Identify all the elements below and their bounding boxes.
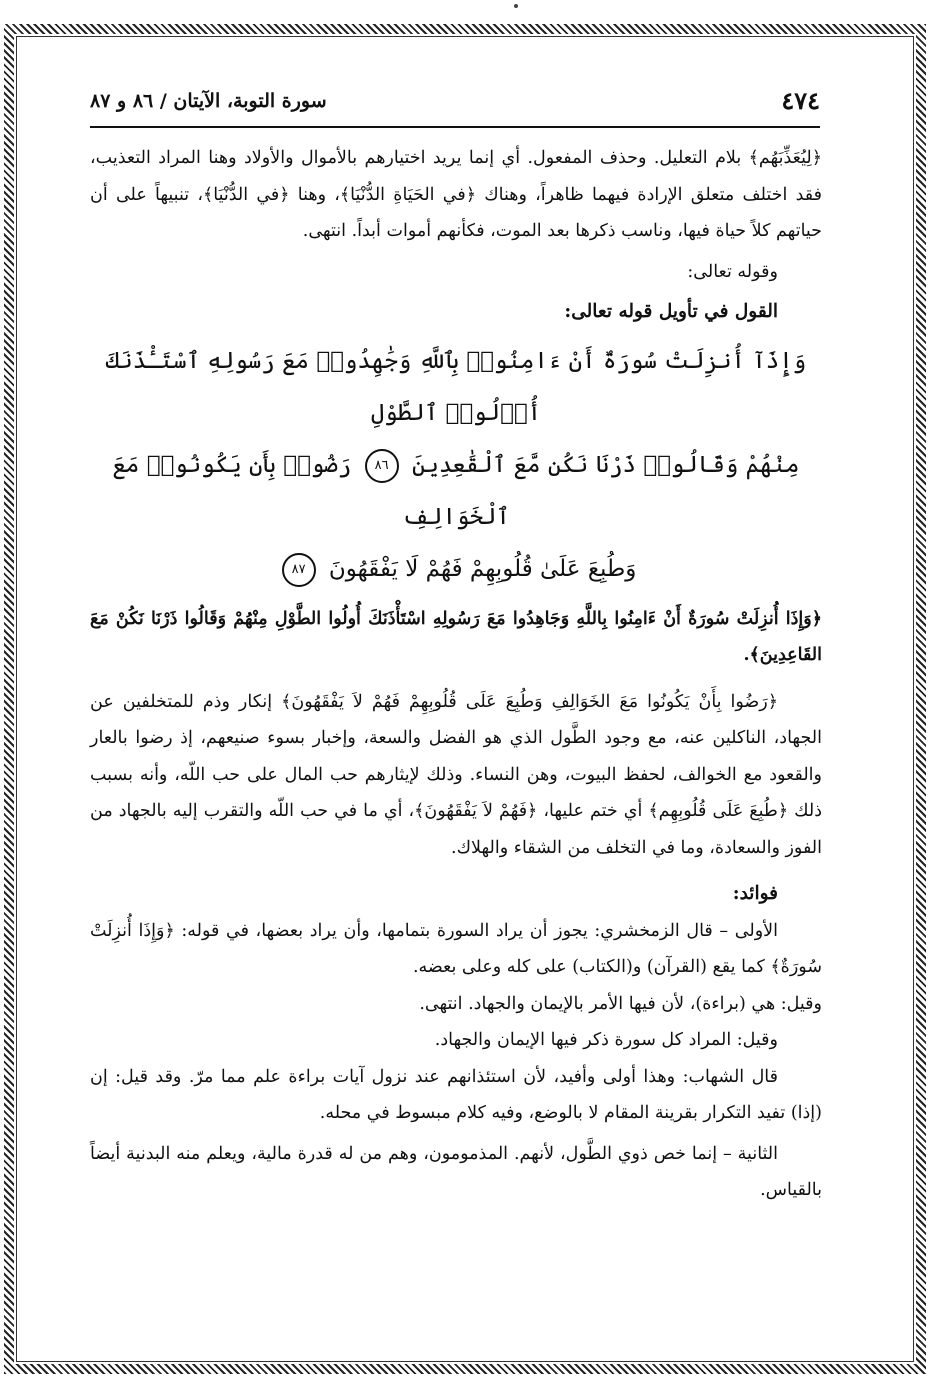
- paragraph: وقيل: المراد كل سورة ذكر فيها الإيمان والجهاد.: [434, 1030, 778, 1050]
- paragraph: ﴿وَإِذَا أُنزِلَتْ سُورَةٌ أَنْ ءَامِنُوا بِاللَّهِ وَجَاهِدُوا مَعَ رَسُولِهِ اسْتَأْذَنَكَ أُولُوا الطَّوْلِ مِنْهُمْ وَقَالُوا ذَرْنَا نَكُنْ مَعَ القَاعِدِينَ﴾.: [90, 608, 822, 665]
- quran-verse-block: [90, 335, 822, 595]
- paragraph: الأولى – قال الزمخشري: يجوز أن يراد السورة بتمامها، وأن يراد بعضها، في قوله: ﴿وَإِذَا أُنزِلَتْ سُورَةٌ﴾ كما يقع (القرآن) و(الكتاب) على كله وعلى بعضه.: [90, 920, 822, 977]
- ayah-number-87: ٨٧: [282, 553, 316, 587]
- paragraph: وقيل: هي (براءة)، لأن فيها الأمر بالإيمان والجهاد. انتهى.: [419, 993, 822, 1014]
- paragraph: وقوله تعالى:: [687, 261, 778, 282]
- top-dot: [514, 4, 518, 8]
- page-number: ٤٧٤: [781, 86, 820, 115]
- quran-line: مِنْهُمْ وَقَالُوا۟ ذَرْنَا نَكُن مَّعَ ٱلْقَٰعِدِينَ: [411, 451, 800, 478]
- paragraph: ﴿لِيُعَذِّبَهُم﴾ بلام التعليل. وحذف المفعول. أي إنما يريد اختيارهم بالأموال والأولاد وهنا المراد التعذيب، فقد اختلف متعلق الإرادة فيهما ظاهراً، وهناك ﴿في الحَيَاةِ الدُّنْيَا﴾، وهنا ﴿في الدُّنْيَا﴾، تنبيهاً على أن حياتهم كلاً حياة فيها، وناسب ذكرها بعد الموت، فكأنهم أموات أبداً. انتهى.: [90, 148, 822, 241]
- quran-line: وَطُبِعَ عَلَىٰ قُلُوبِهِمْ فَهُمْ لَا يَفْقَهُونَ: [328, 555, 637, 582]
- paragraph: ﴿رَضُوا بِأَنْ يَكُونُوا مَعَ الخَوَالِفِ وَطُبِعَ عَلَى قُلُوبِهِمْ فَهُمْ لاَ يَفْقَهُونَ﴾ إنكار وذم للمتخلفين عن الجهاد، الناكلين عنه، مع وجود الطَّول الذي هو الفضل والسعة، وإخبار بسوء صنيعهم، إذ رضوا بالعار والقعود مع الخوالف، لحفظ البيوت، وهن النساء. وذلك لإيثارهم حب المال على حب اللّه، وأنه بسبب ذلك ﴿طُبِعَ عَلَى قُلُوبِهِم﴾ أي ختم عليها، ﴿فَهُمْ لاَ يَفْقَهُونَ﴾، أي ما في حب اللّه والتقرب إليه بالجهاد من الفوز والسعادة، وما في التخلف من الشقاء والهلاك.: [90, 691, 822, 858]
- page-body: [90, 140, 822, 1209]
- page-header: [90, 86, 820, 128]
- section-heading: القول في تأويل قوله تعالى:: [564, 301, 778, 322]
- section-heading: فوائد:: [732, 883, 778, 904]
- paragraph: الثانية – إنما خص ذوي الطَّول، لأنهم. المذمومون، وهم من له قدرة مالية، ويعلم منه البدنية أيضاً بالقياس.: [90, 1143, 822, 1200]
- running-title: سورة التوبة، الآيتان / ٨٦ و ٨٧: [90, 90, 327, 112]
- quran-line: وَإِذَآ أُنزِلَتْ سُورَةٌ أَنْ ءَامِنُوا۟ بِٱللَّهِ وَجَٰهِدُوا۟ مَعَ رَسُولِهِ ٱسْتَـْٔذَنَكَ أُو۟لُوا۟ ٱلطَّوْلِ: [105, 347, 807, 426]
- ayah-number-86: ٨٦: [365, 449, 399, 483]
- paragraph: قال الشهاب: وهذا أولى وأفيد، لأن استئذانهم عند نزول آيات براءة علم مما مرّ. وقد قيل: إن (إذا) تفيد التكرار بقرينة المقام لا بالوضع، وفيه كلام مبسوط في محله.: [90, 1066, 822, 1123]
- quran-line: رَضُوا۟ بِأَن يَكُونُوا۟ مَعَ ٱلْخَوَالِفِ: [112, 451, 510, 530]
